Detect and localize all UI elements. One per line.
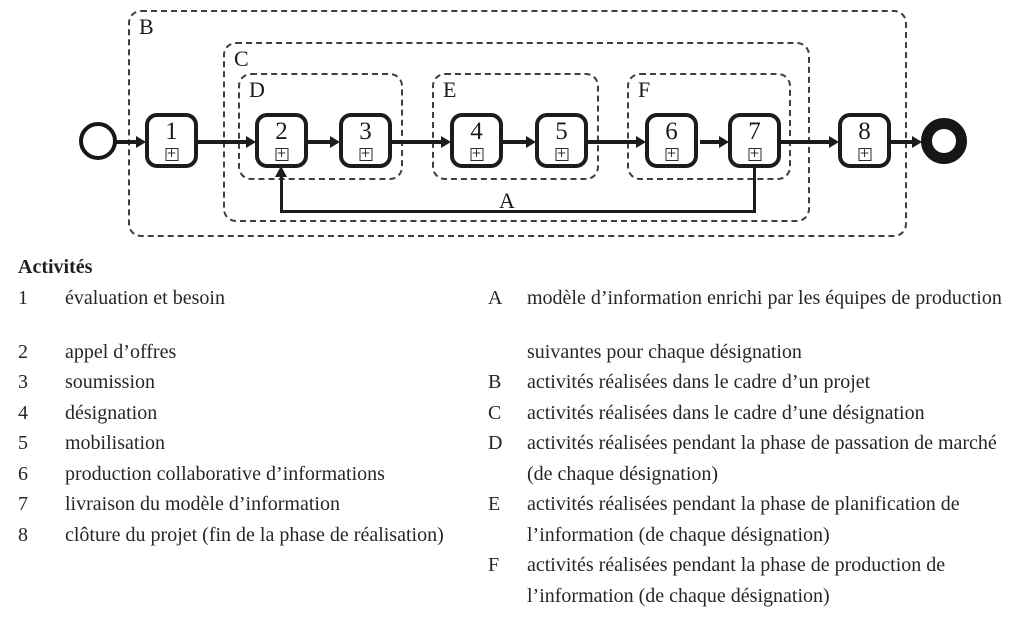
subprocess-plus-icon (858, 148, 871, 161)
activity-text: désignation (65, 401, 158, 424)
task-1 (145, 113, 198, 168)
activity-text: livraison du modèle d’information (65, 493, 340, 515)
annotation-key: D (488, 432, 503, 454)
activity-row-4 (18, 398, 488, 429)
group-f-label: F (638, 77, 651, 102)
flow-arrow-start-to-1 (116, 140, 136, 144)
annotation-text: activités réalisées pendant la phase de planification de l’information (de chaque désignation) (527, 493, 960, 546)
task-2-number: 2 (275, 118, 288, 145)
annotation-key: E (488, 493, 501, 515)
flow-arrow-7-to-8 (781, 140, 829, 144)
activity-number: 4 (18, 401, 28, 424)
group-c-label: C (234, 46, 249, 71)
task-6 (645, 113, 698, 168)
loop-arrow-segment-horizontal (280, 210, 756, 213)
annotation-row-f (488, 550, 1020, 611)
group-d-label: D (249, 77, 265, 102)
task-4-number: 4 (470, 118, 483, 145)
activity-text: production collaborative d’informations (65, 462, 385, 485)
subprocess-plus-icon (275, 148, 288, 161)
end-event-icon (921, 118, 967, 164)
loop-arrow-label: A (499, 188, 515, 213)
task-7-number: 7 (748, 118, 761, 145)
annotation-text: suivantes pour chaque désignation (527, 340, 802, 363)
loop-arrowhead-icon (275, 166, 287, 177)
activity-text: mobilisation (65, 432, 165, 454)
activity-number: 5 (18, 432, 28, 454)
annotation-row-c (488, 398, 1020, 429)
subprocess-plus-icon (748, 148, 761, 161)
flow-arrow-3-to-4 (392, 140, 441, 144)
annotation-text: modèle d’information enrichi par les équipes de production (527, 287, 1002, 309)
activity-row-3 (18, 367, 488, 398)
annotation-row-e (488, 489, 1020, 550)
annotation-key: F (488, 554, 500, 576)
annotation-key: B (488, 371, 502, 393)
subprocess-plus-icon (470, 148, 483, 161)
task-3-number: 3 (359, 118, 372, 145)
annotation-text: activités réalisées dans le cadre d’une désignation (527, 401, 925, 424)
subprocess-plus-icon (165, 148, 178, 161)
activity-number: 1 (18, 287, 28, 309)
loop-arrow-segment-down (753, 165, 756, 213)
task-1-number: 1 (165, 118, 178, 145)
activity-row-1 (18, 283, 488, 337)
legend-annotations (488, 283, 1020, 611)
task-3 (339, 113, 392, 168)
annotation-text: activités réalisées dans le cadre d’un projet (527, 371, 871, 393)
annotation-row-b (488, 367, 1020, 398)
flow-arrow-8-to-end (890, 140, 912, 144)
process-diagram (0, 0, 1024, 248)
annotation-text: activités réalisées pendant la phase de passation de marché (de chaque désignation) (527, 432, 997, 485)
task-8 (838, 113, 891, 168)
flow-arrow-4-to-5 (503, 140, 526, 144)
activity-number: 7 (18, 493, 28, 515)
flow-arrow-6-to-7 (700, 140, 719, 144)
activity-row-8 (18, 520, 488, 551)
subprocess-plus-icon (665, 148, 678, 161)
task-5-number: 5 (555, 118, 568, 145)
flow-arrow-5-to-6 (588, 140, 636, 144)
annotation-key: A (488, 287, 503, 309)
activity-text: évaluation et besoin (65, 287, 225, 309)
annotation-row-a (488, 283, 1020, 337)
activity-row-7 (18, 489, 488, 520)
legend-activities (18, 252, 488, 550)
loop-arrow-segment-up (280, 177, 283, 211)
task-5 (535, 113, 588, 168)
flow-arrow-2-to-3 (308, 140, 330, 144)
annotation-row-continuation (488, 337, 1020, 368)
activity-row-5 (18, 428, 488, 459)
task-8-number: 8 (858, 118, 871, 145)
activity-number: 6 (18, 462, 28, 485)
subprocess-plus-icon (359, 148, 372, 161)
activity-text: soumission (65, 371, 156, 393)
task-6-number: 6 (665, 118, 678, 145)
annotation-row-d (488, 428, 1020, 489)
flow-arrow-1-to-2 (198, 140, 246, 144)
task-4 (450, 113, 503, 168)
activity-number: 2 (18, 340, 28, 363)
activity-text: appel d’offres (65, 340, 177, 363)
activity-row-6 (18, 459, 488, 490)
activity-number: 3 (18, 371, 28, 393)
annotation-key (488, 337, 527, 368)
activity-number: 8 (18, 523, 28, 546)
activity-row-2 (18, 337, 488, 368)
activity-text: clôture du projet (fin de la phase de réalisation) (65, 523, 444, 546)
legend-title: Activités (18, 256, 93, 278)
group-b-label: B (139, 14, 154, 39)
start-event-icon (79, 122, 117, 160)
task-2 (255, 113, 308, 168)
annotation-key: C (488, 401, 502, 424)
annotation-text: activités réalisées pendant la phase de production de l’information (de chaque désignation) (527, 554, 946, 607)
subprocess-plus-icon (555, 148, 568, 161)
group-e-label: E (443, 77, 457, 102)
task-7 (728, 113, 781, 168)
